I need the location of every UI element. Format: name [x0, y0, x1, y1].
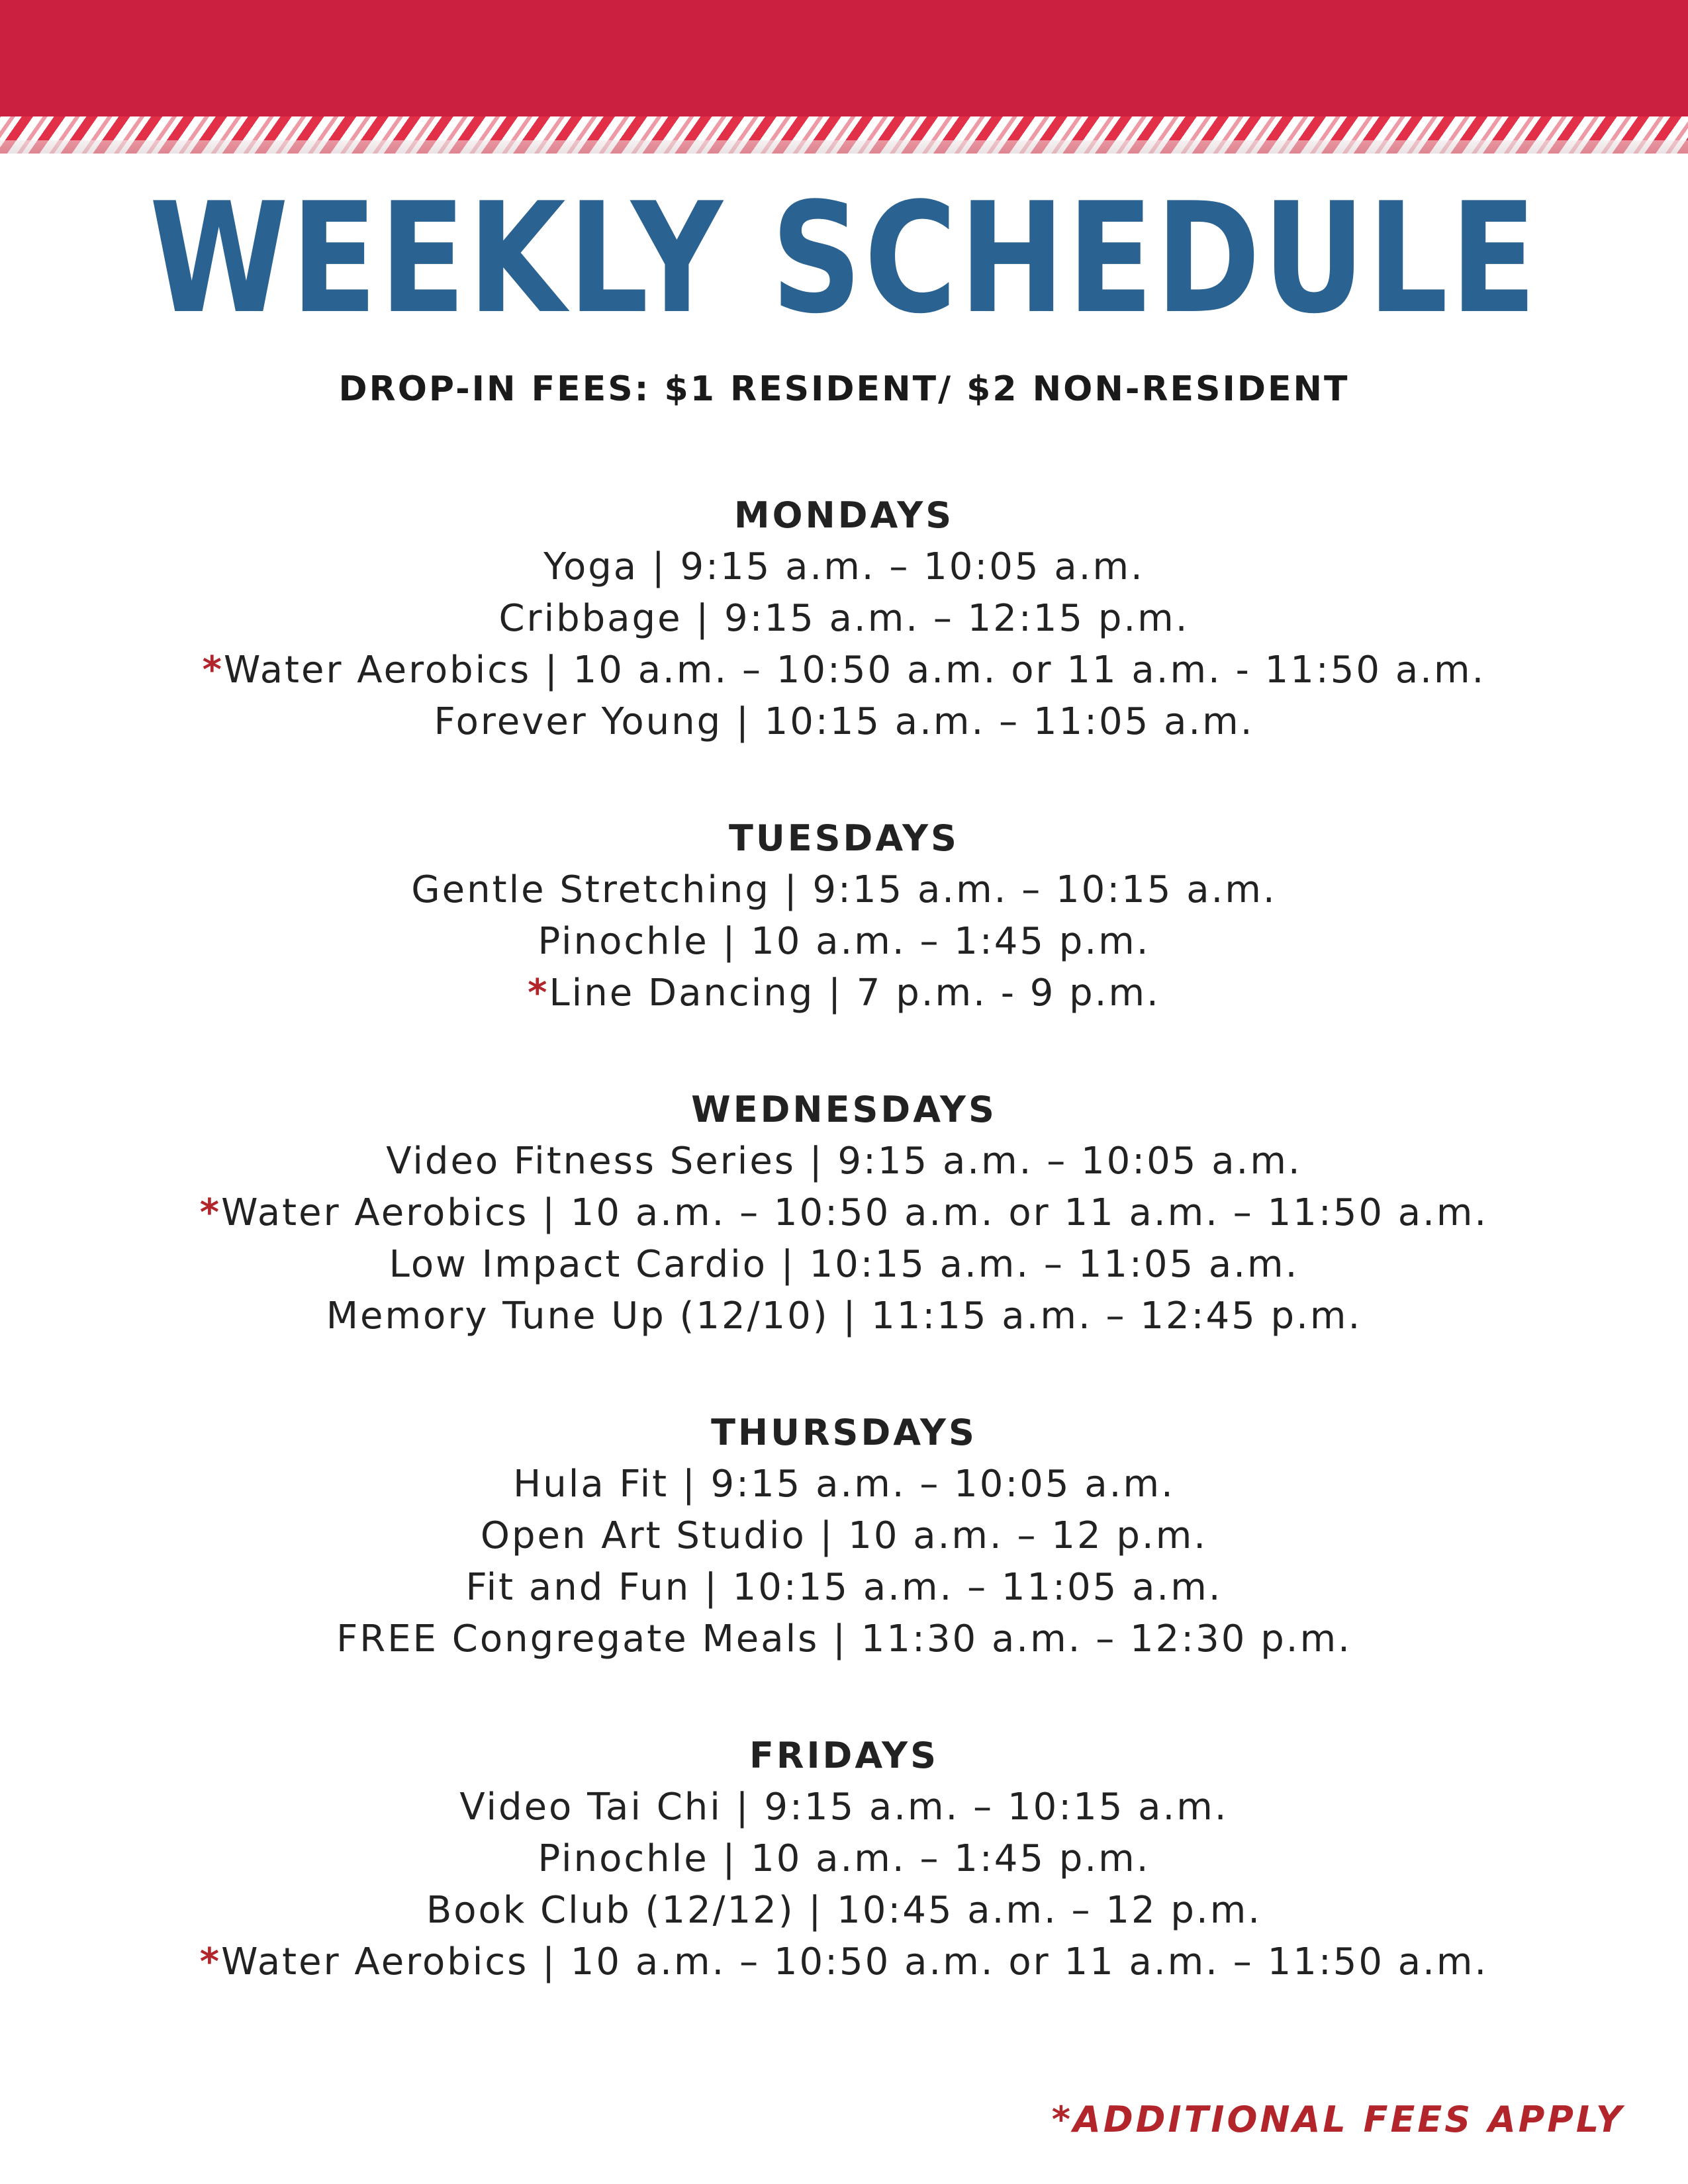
schedule-item — [0, 1187, 1688, 1239]
schedule-item — [0, 1291, 1688, 1342]
schedule-item — [0, 1459, 1688, 1510]
page-title: WEEKLY SCHEDULE — [149, 171, 1539, 347]
schedule-item — [0, 1614, 1688, 1665]
schedule-item-text: Yoga | 9:15 a.m. – 10:05 a.m. — [543, 545, 1145, 588]
schedule-item-text: Fit and Fun | 10:15 a.m. – 11:05 a.m. — [465, 1566, 1223, 1609]
additional-fee-marker: * — [199, 1191, 222, 1234]
day-heading: THURSDAYS — [711, 1412, 977, 1453]
schedule-item — [0, 1136, 1688, 1187]
additional-fee-marker: * — [199, 1940, 222, 1983]
schedule-item — [0, 1562, 1688, 1614]
schedule-item — [0, 1782, 1688, 1833]
additional-fee-marker: * — [202, 649, 224, 692]
schedule-item-text: FREE Congregate Meals | 11:30 a.m. – 12:30 p.m. — [336, 1617, 1352, 1661]
day-section-fridays — [0, 1730, 1688, 1988]
schedule-item-text: Gentle Stretching | 9:15 a.m. – 10:15 a.m. — [411, 868, 1277, 911]
schedule-item — [0, 1510, 1688, 1562]
schedule-item — [0, 916, 1688, 968]
day-section-thursdays — [0, 1407, 1688, 1665]
schedule-item — [0, 1239, 1688, 1291]
schedule-item-text: Video Tai Chi | 9:15 a.m. – 10:15 a.m. — [459, 1786, 1229, 1829]
schedule-item-text: Pinochle | 10 a.m. – 1:45 p.m. — [538, 1837, 1150, 1880]
schedule-item — [0, 1936, 1688, 1988]
schedule-item-text: Water Aerobics | 10 a.m. – 10:50 a.m. or 11 a.m. – 11:50 a.m. — [221, 1191, 1489, 1234]
day-heading: WEDNESDAYS — [691, 1089, 997, 1130]
schedule-item-text: Pinochle | 10 a.m. – 1:45 p.m. — [538, 920, 1150, 963]
day-heading: FRIDAYS — [749, 1735, 939, 1776]
schedule-item — [0, 593, 1688, 645]
schedule-item-text: Open Art Studio | 10 a.m. – 12 p.m. — [480, 1514, 1208, 1557]
schedule-item — [0, 968, 1688, 1019]
schedule-item-text: Cribbage | 9:15 a.m. – 12:15 p.m. — [498, 597, 1190, 640]
schedule-item — [0, 696, 1688, 748]
schedule-item-text: Book Club (12/12) | 10:45 a.m. – 12 p.m. — [426, 1889, 1262, 1932]
schedule-item-text: Hula Fit | 9:15 a.m. – 10:05 a.m. — [513, 1463, 1175, 1506]
schedule-item-text: Memory Tune Up (12/10) | 11:15 a.m. – 12:45 p.m. — [326, 1295, 1362, 1338]
day-heading: TUESDAYS — [729, 817, 959, 859]
additional-fee-marker: * — [528, 972, 549, 1015]
day-section-tuesdays — [0, 813, 1688, 1019]
schedule-item — [0, 1833, 1688, 1885]
schedule-list — [0, 490, 1688, 2053]
candy-stripe-border — [0, 116, 1688, 154]
drop-in-fees: DROP-IN FEES: $1 RESIDENT/ $2 NON-RESIDENT — [338, 369, 1350, 409]
schedule-item — [0, 541, 1688, 593]
day-section-mondays — [0, 490, 1688, 748]
day-section-wednesdays — [0, 1084, 1688, 1342]
schedule-item — [0, 645, 1688, 696]
schedule-item — [0, 864, 1688, 916]
schedule-item-text: Low Impact Cardio | 10:15 a.m. – 11:05 a.m. — [389, 1243, 1299, 1286]
schedule-item-text: Forever Young | 10:15 a.m. – 11:05 a.m. — [434, 700, 1254, 743]
schedule-item-text: Water Aerobics | 10 a.m. – 10:50 a.m. or 11 a.m. – 11:50 a.m. — [221, 1940, 1489, 1983]
schedule-item-text: Water Aerobics | 10 a.m. – 10:50 a.m. or 11 a.m. - 11:50 a.m. — [223, 649, 1486, 692]
top-color-band — [0, 0, 1688, 116]
additional-fees-note: *ADDITIONAL FEES APPLY — [1051, 2099, 1624, 2140]
day-heading: MONDAYS — [733, 494, 955, 536]
schedule-item-text: Line Dancing | 7 p.m. - 9 p.m. — [549, 972, 1160, 1015]
schedule-item-text: Video Fitness Series | 9:15 a.m. – 10:05 a.m. — [386, 1140, 1302, 1183]
schedule-item — [0, 1885, 1688, 1936]
